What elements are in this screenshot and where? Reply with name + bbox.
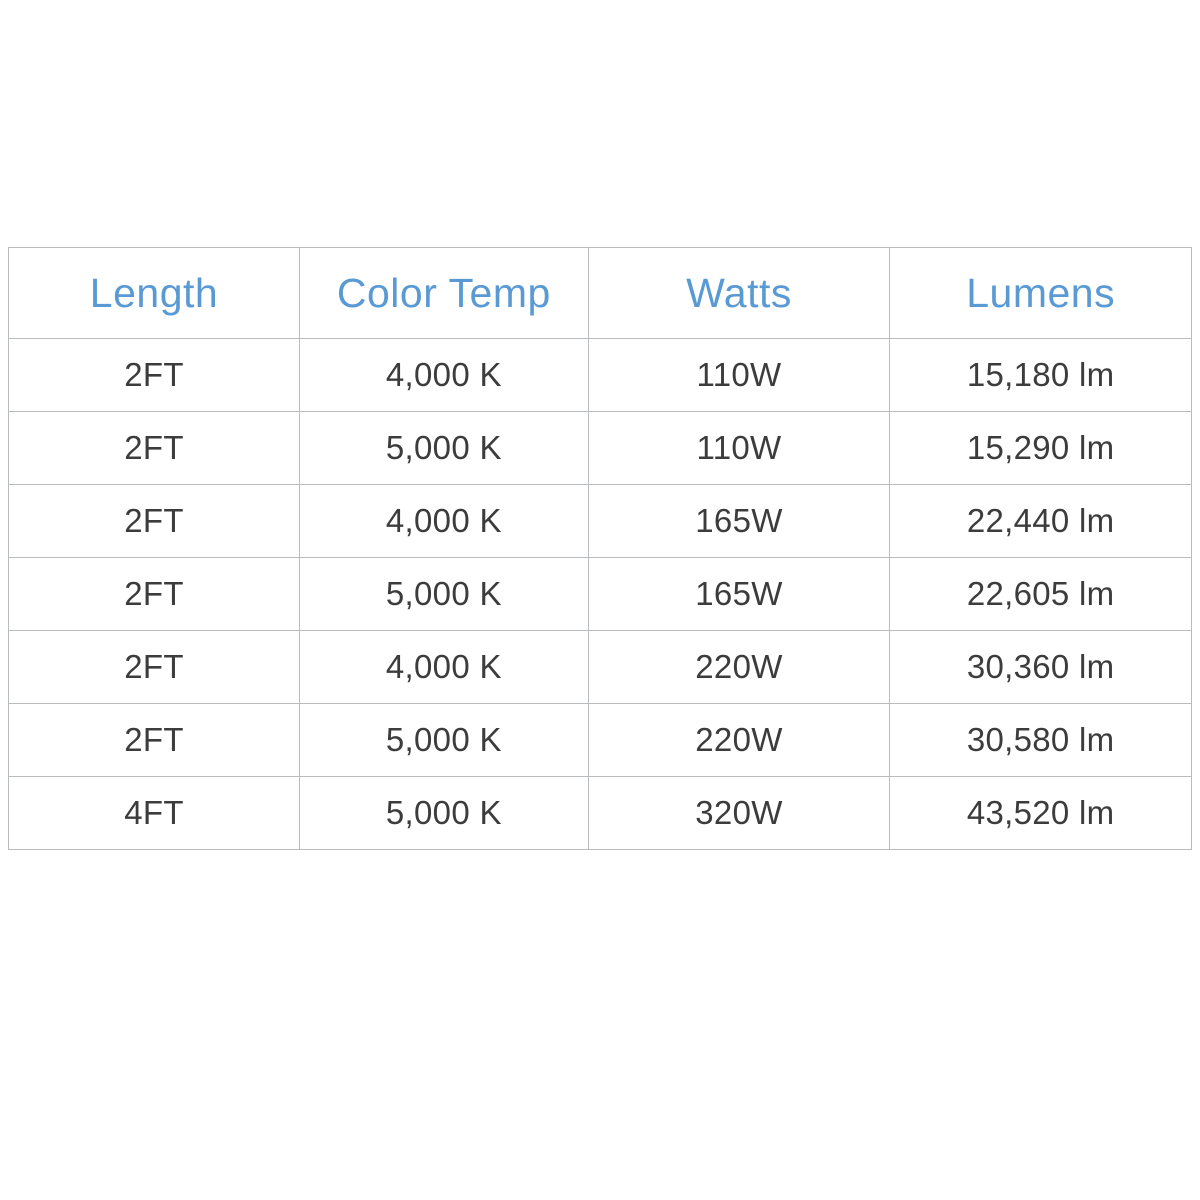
cell-color-temp: 4,000 K [300,631,589,704]
table-row [9,485,1192,558]
cell-color-temp: 5,000 K [300,412,589,485]
cell-color-temp: 5,000 K [300,704,589,777]
cell-length: 4FT [9,777,300,850]
cell-lumens: 15,290 lm [890,412,1192,485]
table-header [9,248,1192,339]
table-row [9,777,1192,850]
cell-lumens: 30,360 lm [890,631,1192,704]
cell-color-temp: 5,000 K [300,558,589,631]
column-header-watts: Watts [588,248,890,339]
cell-lumens: 15,180 lm [890,339,1192,412]
table-row [9,631,1192,704]
cell-length: 2FT [9,412,300,485]
cell-watts: 320W [588,777,890,850]
cell-lumens: 22,440 lm [890,485,1192,558]
cell-watts: 110W [588,412,890,485]
cell-watts: 110W [588,339,890,412]
cell-watts: 220W [588,631,890,704]
column-header-length: Length [9,248,300,339]
cell-watts: 165W [588,485,890,558]
cell-length: 2FT [9,631,300,704]
cell-watts: 165W [588,558,890,631]
cell-color-temp: 5,000 K [300,777,589,850]
cell-lumens: 22,605 lm [890,558,1192,631]
specification-table [8,247,1192,850]
specification-table-container [8,247,1192,850]
cell-length: 2FT [9,485,300,558]
cell-length: 2FT [9,339,300,412]
column-header-lumens: Lumens [890,248,1192,339]
column-header-color-temp: Color Temp [300,248,589,339]
table-header-row [9,248,1192,339]
cell-length: 2FT [9,704,300,777]
table-row [9,339,1192,412]
cell-lumens: 43,520 lm [890,777,1192,850]
table-row [9,412,1192,485]
table-row [9,558,1192,631]
cell-color-temp: 4,000 K [300,485,589,558]
cell-color-temp: 4,000 K [300,339,589,412]
cell-length: 2FT [9,558,300,631]
cell-watts: 220W [588,704,890,777]
table-row [9,704,1192,777]
table-body [9,339,1192,850]
cell-lumens: 30,580 lm [890,704,1192,777]
